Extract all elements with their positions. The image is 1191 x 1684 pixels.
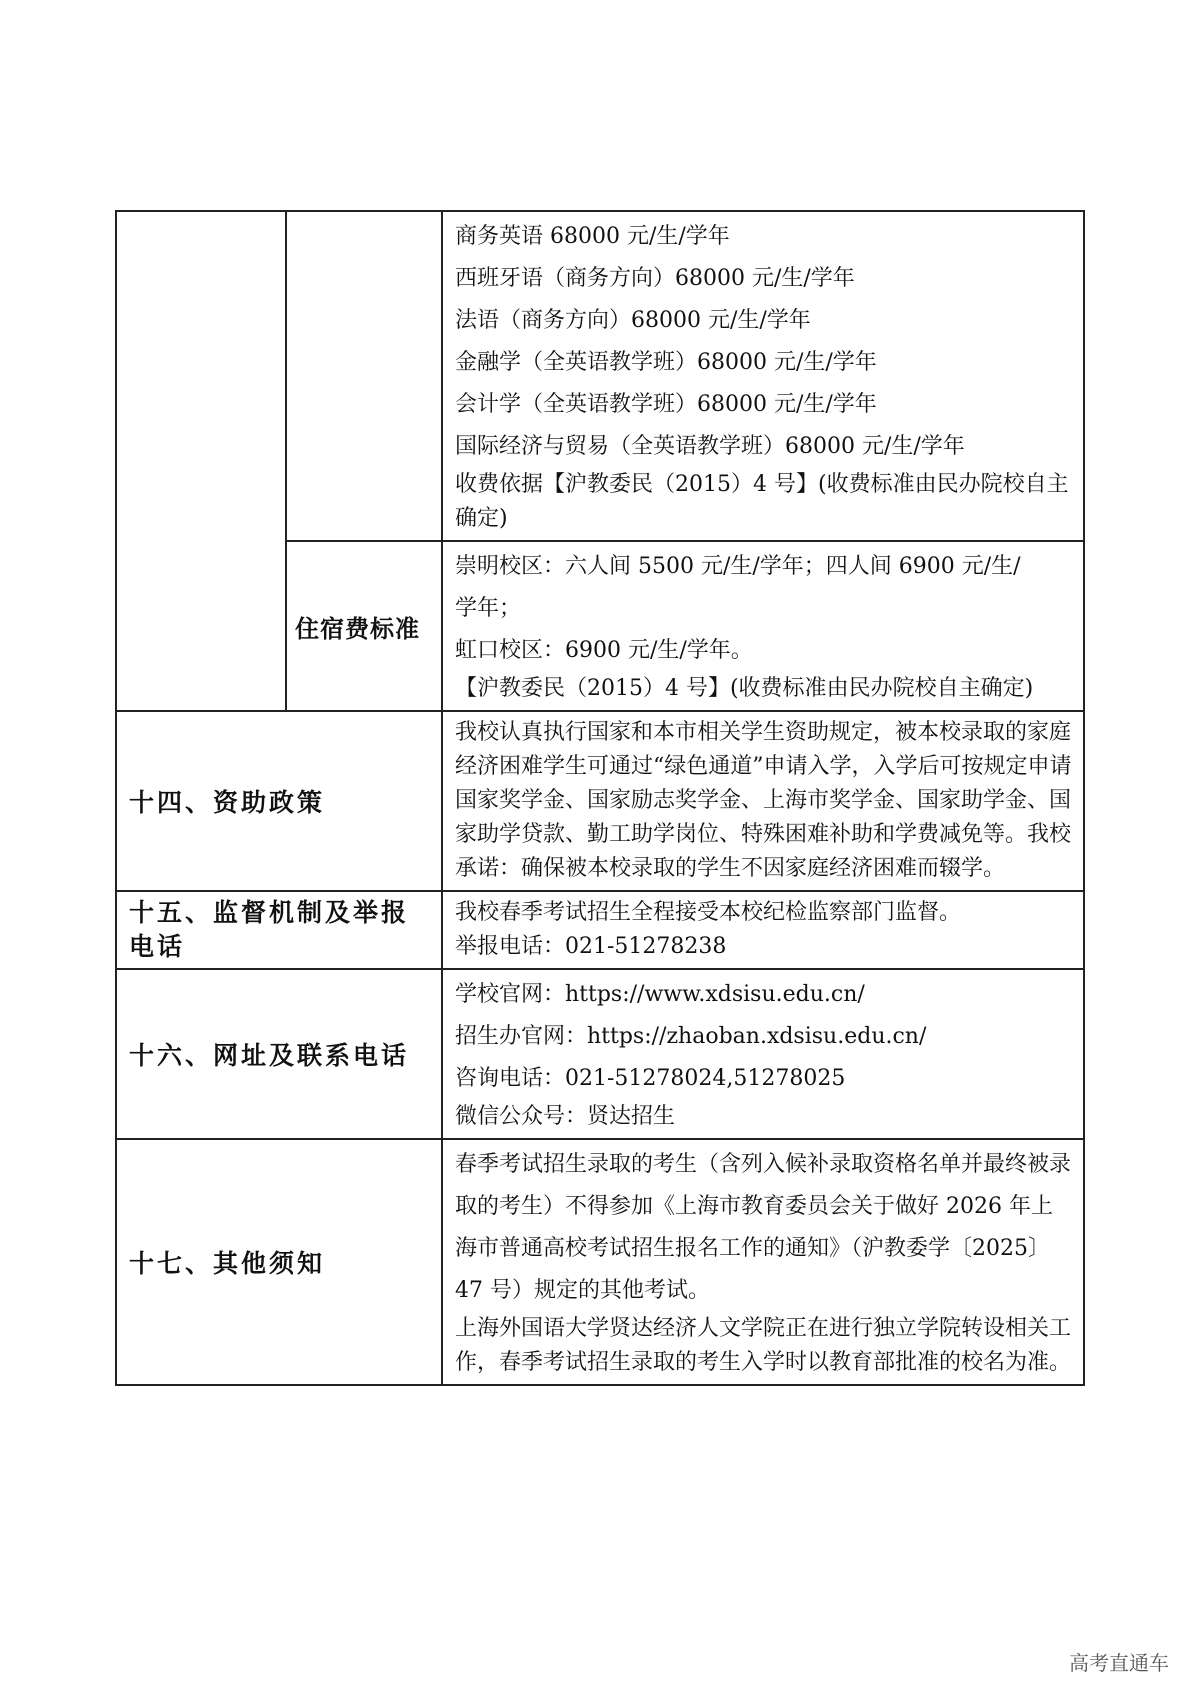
contact-title-cell [116,969,442,1139]
wechat-account: 微信公众号：贤达招生 [455,1104,676,1129]
consult-phone: 咨询电话：021-51278024,51278025 [455,1066,846,1091]
housing-label-cell [286,541,442,711]
admissions-website: 招生办官网：https://zhaoban.xdsisu.edu.cn/ [455,1024,927,1049]
housing-line: 虹口校区：6900 元/生/学年。 [455,638,753,663]
supervision-line: 我校春季考试招生全程接受本校纪检监察部门监督。 [455,900,962,925]
supervision-title-cell [116,891,442,969]
tuition-line: 会计学（全英语教学班）68000 元/生/学年 [455,392,877,417]
tuition-line: 西班牙语（商务方向）68000 元/生/学年 [455,266,855,291]
tuition-basis: 收费依据【沪教委民（2015）4 号】(收费标准由民办院校自主确定) [455,472,1069,531]
contact-title: 十六、网址及联系电话 [129,1041,410,1070]
admissions-info-table [115,210,1085,1386]
contact-cell [442,969,1084,1139]
housing-line: 崇明校区：六人间 5500 元/生/学年；四人间 6900 元/生/ [455,554,1021,579]
notes-title-cell [116,1139,442,1385]
tuition-cell [442,211,1084,541]
supervision-title: 十五、监督机制及举报电话 [129,898,410,961]
notes-paragraph: 春季考试招生录取的考生（含列入候补录取资格名单并最终被录取的考生）不得参加《上海市教育委员会关于做好 2026 年上海市普通高校考试招生报名工作的通知》（沪教委学〔2025〕47 号）规定的其他考试。 [455,1152,1072,1303]
aid-text-cell [442,711,1084,891]
tuition-line: 法语（商务方向）68000 元/生/学年 [455,308,811,333]
aid-title-cell [116,711,442,891]
notes-cell [442,1139,1084,1385]
housing-label: 住宿费标准 [295,614,420,643]
fees-section-cell [116,211,286,711]
notes-title: 十七、其他须知 [129,1249,326,1278]
notes-paragraph: 上海外国语大学贤达经济人文学院正在进行独立学院转设相关工作，春季考试招生录取的考生入学时以教育部批准的校名为准。 [455,1316,1072,1375]
aid-text: 我校认真执行国家和本市相关学生资助规定，被本校录取的家庭经济困难学生可通过“绿色通道”申请入学，入学后可按规定申请国家奖学金、国家励志奖学金、上海市奖学金、国家助学金、国家助学贷款、勤工助学岗位、特殊困难补助和学费减免等。我校承诺：确保被本校录取的学生不因家庭经济困难而辍学。 [455,720,1072,881]
housing-line: 学年； [455,596,522,621]
tuition-label-cell [286,211,442,541]
footer-watermark: 高考直通车 [1069,1651,1169,1675]
housing-cell [442,541,1084,711]
aid-title: 十四、资助政策 [129,788,326,817]
school-website: 学校官网：https://www.xdsisu.edu.cn/ [455,982,865,1007]
tuition-line: 国际经济与贸易（全英语教学班）68000 元/生/学年 [455,434,965,459]
tuition-line: 商务英语 68000 元/生/学年 [455,224,730,249]
housing-basis: 【沪教委民（2015）4 号】(收费标准由民办院校自主确定) [455,676,1034,701]
report-phone: 举报电话：021-51278238 [455,934,727,959]
tuition-line: 金融学（全英语教学班）68000 元/生/学年 [455,350,877,375]
supervision-cell [442,891,1084,969]
